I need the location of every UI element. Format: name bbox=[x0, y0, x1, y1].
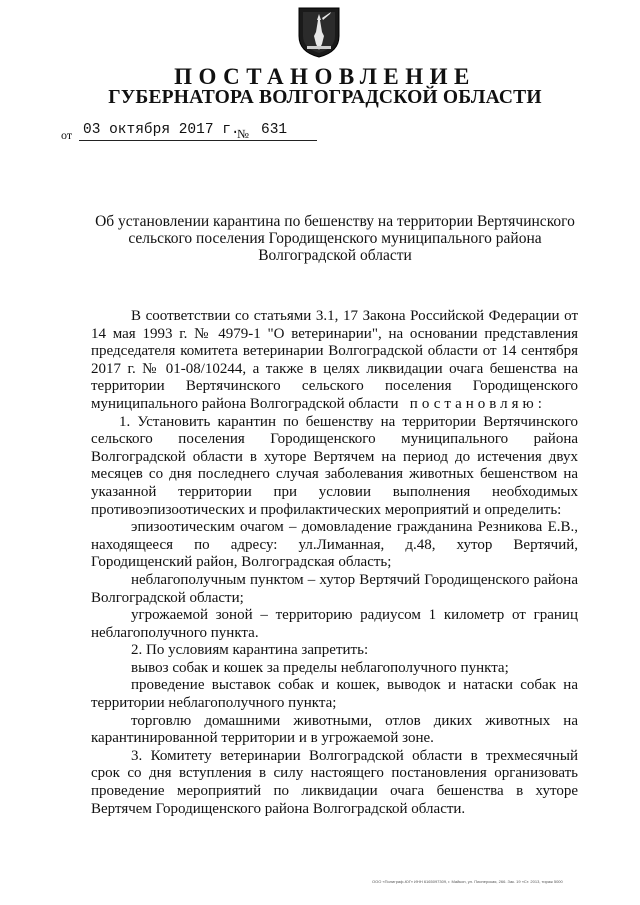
date-prefix: от bbox=[61, 128, 73, 142]
date-number-line bbox=[61, 120, 381, 144]
item-1-c: угрожаемой зоной – территорию радиусом 1 километр от границ неблагополучного пункта. bbox=[91, 607, 578, 641]
intro-paragraph bbox=[91, 308, 578, 414]
document-date: 03 октября 2017 г. bbox=[83, 122, 240, 138]
document-number: 631 bbox=[261, 122, 288, 138]
item-1: 1. Установить карантин по бешенству на территории Вертячинского сельского поселения Городищенского муниципального района Волгоградской области в хуторе Вертячем на период до истечения двух месяцев со дня последнего случая заболевания животных бешенством на указанной территории при условии выполнения необходимых противоэпизоотических и профилактических мероприятий и определить: bbox=[91, 413, 578, 518]
document-body bbox=[91, 308, 578, 818]
document-issuer: ГУБЕРНАТОРА ВОЛГОГРАДСКОЙ ОБЛАСТИ bbox=[108, 87, 542, 108]
intro-keyword: постановляю: bbox=[409, 395, 546, 412]
intro-text: В соответствии со статьями 3.1, 17 Закона Российской Федерации от 14 мая 1993 г. № 4979-1 "О ветеринарии", на основании представления председателя комитета ветеринарии Волгоградской области от 14 сентября 2017 г. № 01-08/10244, а также в целях ликвидации очага бешенства на территории Вертячинского сельского поселения Городищенского муниципального района Волгоградской области bbox=[91, 308, 578, 412]
item-2-b: проведение выставок собак и кошек, выводок и натаски собак на территории неблагополучного пункта; bbox=[91, 677, 578, 712]
number-underline bbox=[257, 140, 317, 141]
item-2: 2. По условиям карантина запретить: bbox=[131, 642, 369, 659]
coat-of-arms-emblem bbox=[297, 6, 341, 58]
coat-of-arms-icon bbox=[297, 6, 341, 58]
item-2-c: торговлю домашними животными, отлов диких животных на карантинированной территории и в угрожаемой зоне. bbox=[91, 712, 578, 747]
item-3: 3. Комитету ветеринарии Волгоградской области в трехмесячный срок со дня вступления в силу настоящего постановления организовать проведение мероприятий по ликвидации очага бешенства в хуторе Вертячем Городищенского района Волгоградской области. bbox=[91, 747, 578, 817]
document-title: ПОСТАНОВЛЕНИЕ bbox=[174, 64, 476, 89]
item-2-a: вывоз собак и кошек за пределы неблагополучного пункта; bbox=[131, 659, 509, 676]
document-subject: Об установлении карантина по бешенству на территории Вертячинского сельского поселения Городищенского муниципального района Волгоградской области bbox=[95, 213, 575, 264]
item-1-a: эпизоотическим очагом – домовладение гражданина Резникова Е.В., находящееся по адресу: ул.Лиманная, д.48, хутор Вертячий, Городищенский район, Волгоградская область; bbox=[91, 519, 578, 571]
item-1-b: неблагополучным пунктом – хутор Вертячий Городищенского района Волгоградской области; bbox=[91, 571, 578, 606]
print-footer: ООО «Полиграф-ЮГ» ИНН 6165097309, г. Майкоп, ул. Пионерская, 266. Зак. 19 «Ст. 2013, тираж 5000 bbox=[372, 879, 563, 884]
number-label: № bbox=[237, 127, 249, 141]
